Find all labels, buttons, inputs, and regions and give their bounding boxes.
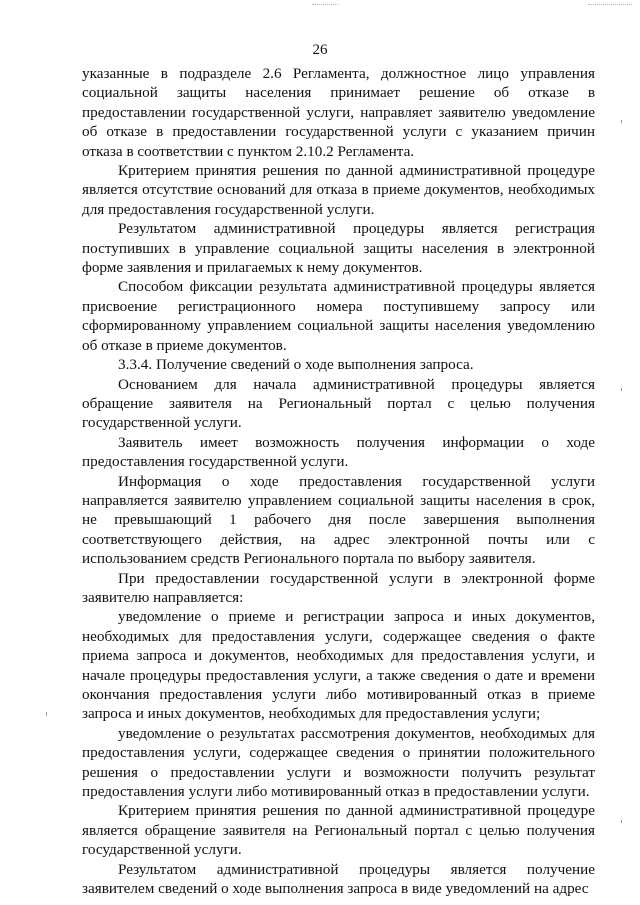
scan-artifact-tick (46, 712, 47, 716)
paragraph: Способом фиксации результата административной процедуры является присвоение регистрационного номера поступившему запросу или сформированному управлением социальной защиты населения уведомлению об отказе в приеме документов. (82, 278, 595, 354)
page-number: 26 (312, 42, 328, 58)
paragraph: Заявитель имеет возможность получения информации о ходе предоставления государственной услуги. (82, 433, 595, 471)
document-body (82, 64, 595, 898)
scan-artifact-tick (621, 388, 622, 391)
section-heading: 3.3.4. Получение сведений о ходе выполнения запроса. (118, 356, 474, 374)
list-item: уведомление о результатах рассмотрения документов, необходимых для предоставления услуги, содержащее сведения о принятии положительного решения о предоставлении услуги и возможности получить результат предоставления услуги либо мотивированный отказ в предоставлении услуги. (82, 724, 595, 801)
scan-artifact-top-right (588, 4, 632, 6)
scan-artifact-tick (621, 120, 622, 123)
paragraph: Результатом административной процедуры является получение заявителем сведений о ходе выполнения запроса в виде уведомлений на адрес (82, 860, 595, 898)
paragraph-continuation: указанные в подразделе 2.6 Регламента, должностное лицо управления социальной защиты населения принимает решение об отказе в предоставлении государственной услуги, направляет заявителю уведомление об отказе в предоставлении государственной услуги с указанием причин отказа в соответствии с пунктом 2.10.2 Регламента. (82, 65, 595, 160)
scan-artifact-top (312, 4, 338, 6)
paragraph: Информация о ходе предоставления государственной услуги направляется заявителю управлением социальной защиты населения в срок, не превышающий 1 рабочего дня после завершения выполнения соответствующего действия, на адрес электронной почты или с использованием средств Регионального портала по выбору заявителя. (82, 472, 595, 568)
paragraph: Результатом административной процедуры является регистрация поступивших в управление социальной защиты населения в электронной форме заявления и прилагаемых к нему документов. (82, 220, 595, 277)
paragraph: Основанием для начала административной процедуры является обращение заявителя на Региональный портал с целью получения государственной услуги. (82, 375, 595, 432)
paragraph: При предоставлении государственной услуги в электронной форме заявителю направляется: (82, 569, 595, 606)
list-item: уведомление о приеме и регистрации запроса и иных документов, необходимых для предоставления услуги, содержащее сведения о факте приема запроса и документов, необходимых для предоставления услуги, и начале процедуры предоставления услуги, а также сведения о дате и времени окончания предоставления услуги либо мотивированный отказ в приеме запроса и иных документов, необходимых для предоставления услуги; (82, 608, 595, 723)
scan-artifact-tick (621, 820, 622, 823)
paragraph: Критерием принятия решения по данной административной процедуре является обращение заявителя на Региональный портал с целью получения государственной услуги. (82, 802, 595, 859)
paragraph: Критерием принятия решения по данной административной процедуре является отсутствие оснований для отказа в приеме документов, необходимых для предоставления государственной услуги. (82, 162, 595, 218)
